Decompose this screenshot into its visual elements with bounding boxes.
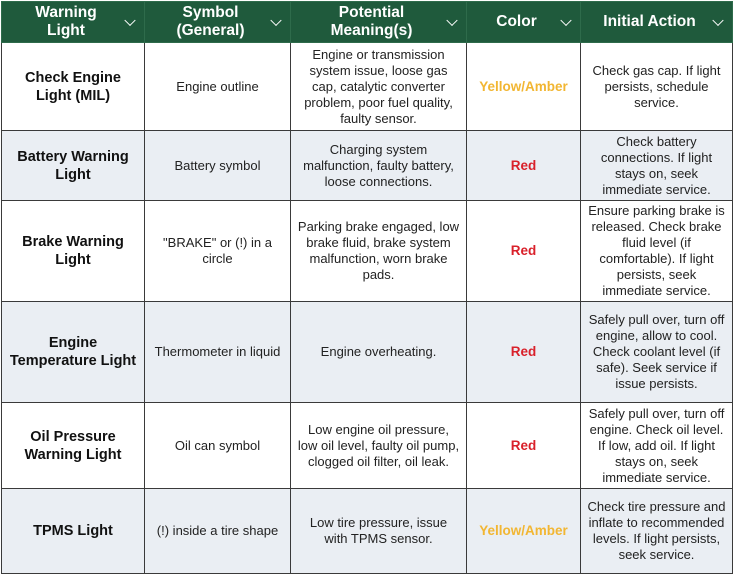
cell-action: Check tire pressure and inflate to recommended levels. If light persists, seek service. <box>581 489 733 574</box>
cell-meaning: Engine or transmission system issue, loose gas cap, catalytic converter problem, poor fuel quality, faulty sensor. <box>291 43 467 131</box>
cell-symbol: Battery symbol <box>145 131 291 201</box>
column-header-color[interactable] <box>467 2 581 43</box>
cell-warning-light: Brake Warning Light <box>2 201 145 302</box>
warning-lights-table <box>1 1 733 574</box>
cell-color: Yellow/Amber <box>467 43 581 131</box>
table-row <box>2 201 733 302</box>
cell-action: Safely pull over, turn off engine. Check oil level. If low, add oil. If light stays on, seek immediate service. <box>581 403 733 489</box>
cell-warning-light: TPMS Light <box>2 489 145 574</box>
column-header-label: Initial Action <box>603 13 696 30</box>
cell-warning-light: Oil Pressure Warning Light <box>2 403 145 489</box>
table-row <box>2 131 733 201</box>
cell-symbol: Oil can symbol <box>145 403 291 489</box>
cell-symbol: Engine outline <box>145 43 291 131</box>
column-header-label: Warning Light <box>35 4 97 39</box>
cell-action: Ensure parking brake is released. Check brake fluid level (if comfortable). If light persists, seek immediate service. <box>581 201 733 302</box>
cell-meaning: Low tire pressure, issue with TPMS sensor. <box>291 489 467 574</box>
cell-symbol: "BRAKE" or (!) in a circle <box>145 201 291 302</box>
table-row <box>2 403 733 489</box>
cell-warning-light: Battery Warning Light <box>2 131 145 201</box>
header-row <box>2 2 733 43</box>
column-header-warning-light[interactable] <box>2 2 145 43</box>
column-header-action[interactable] <box>581 2 733 43</box>
cell-action: Safely pull over, turn off engine, allow to cool. Check coolant level (if safe). Seek service if issue persists. <box>581 302 733 403</box>
cell-color: Yellow/Amber <box>467 489 581 574</box>
cell-warning-light: Engine Temperature Light <box>2 302 145 403</box>
cell-color: Red <box>467 131 581 201</box>
column-header-symbol[interactable] <box>145 2 291 43</box>
column-header-label: Color <box>496 13 537 30</box>
column-header-label: Potential Meaning(s) <box>330 4 413 39</box>
table-row <box>2 302 733 403</box>
cell-color: Red <box>467 403 581 489</box>
cell-meaning: Low engine oil pressure, low oil level, faulty oil pump, clogged oil filter, oil leak. <box>291 403 467 489</box>
cell-color: Red <box>467 201 581 302</box>
cell-color: Red <box>467 302 581 403</box>
column-header-meaning[interactable] <box>291 2 467 43</box>
table-row <box>2 489 733 574</box>
cell-meaning: Charging system malfunction, faulty battery, loose connections. <box>291 131 467 201</box>
table-row <box>2 43 733 131</box>
cell-warning-light: Check Engine Light (MIL) <box>2 43 145 131</box>
cell-action: Check battery connections. If light stays on, seek immediate service. <box>581 131 733 201</box>
cell-meaning: Engine overheating. <box>291 302 467 403</box>
column-header-label: Symbol (General) <box>176 4 245 39</box>
cell-symbol: (!) inside a tire shape <box>145 489 291 574</box>
cell-symbol: Thermometer in liquid <box>145 302 291 403</box>
cell-action: Check gas cap. If light persists, schedule service. <box>581 43 733 131</box>
cell-meaning: Parking brake engaged, low brake fluid, brake system malfunction, worn brake pads. <box>291 201 467 302</box>
